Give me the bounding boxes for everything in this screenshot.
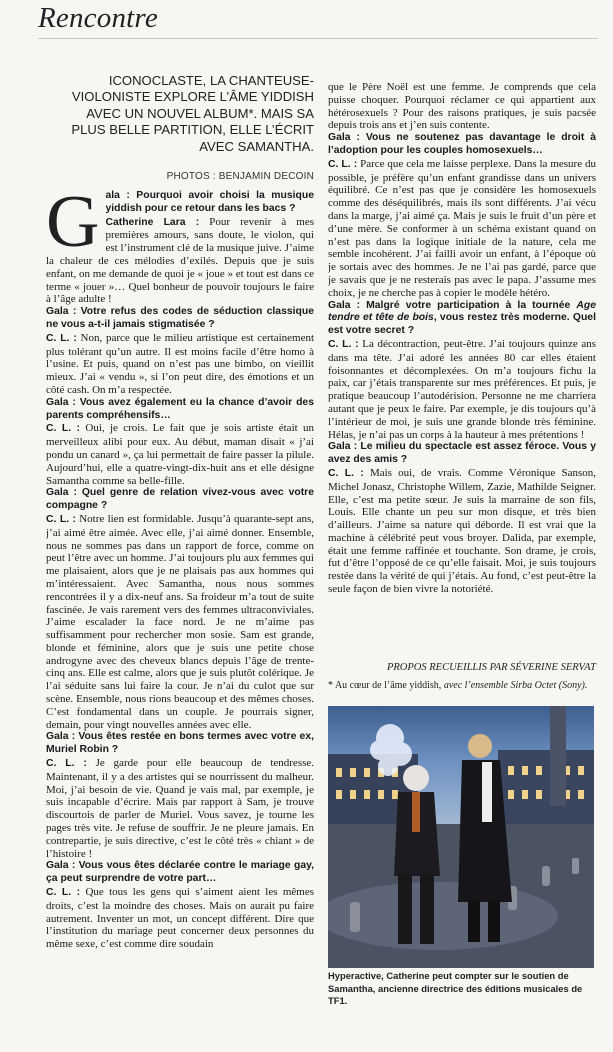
question-text: , vous restez très moderne. Quel est votre secret ? [328,312,596,337]
question-5: Gala : Vous êtes restée en bons termes avec votre ex, Muriel Robin ? [46,731,314,756]
speaker-label: C. L. : [46,887,81,899]
answer-text: Que tous les gens qui s’aiment aient les mêmes droits, c’est la moindre des choses. Mais on aurait pu faire autrement. Inventer un mot, un concept différent. Dire que l’institution du mariage peut concerner deux personnes du même sexe, c’est comme dire soudain [46,886,314,951]
question-8 [328,300,596,338]
answer-text: Oui, je crois. Le fait que je sois artiste était un merveilleux alibi pour eux. Au début, maman disait « j’ai pondu un canard », ça lui permettait de faire passer la pilule. Aujourd’hui, elle a quatre-vingt-dix-huit ans et elle désigne Samantha comme sa belle-fille. [46,422,314,487]
article-deck: ICONOCLASTE, LA CHANTEUSE-VIOLONISTE EXPLORE L’ÂME YIDDISH AVEC UN NOUVEL ALBUM*. MAIS SA PLUS BELLE PARTITION, ELLE L’ÉCRIT AVEC SAMANTHA. [71,73,314,154]
rubric-title: Rencontre [38,2,158,34]
photo-credit: PHOTOS : BENJAMIN DECOIN [166,171,314,182]
question-6: Gala : Vous vous êtes déclarée contre le mariage gay, ça peut surprendre de votre part… [46,860,314,885]
question-7: Gala : Vous ne soutenez pas davantage le droit à l’adoption pour les couples homosexuels… [328,132,596,156]
speaker-label: C. L. : [46,513,76,525]
answer-8 [328,338,596,441]
answer-6-continued: que le Père Noël est une femme. Je comprends que cela puisse choquer. Pourquoi réclamer ce qui appartient aux hétérosexuels ? Pour des raisons pratiques, je suis pacsée depuis trois ans et j’en suis contente. [328,81,596,132]
question-9: Gala : Le milieu du spectacle est assez féroce. Vous y avez des amis ? [328,441,596,466]
answer-text: Notre lien est formidable. Jusqu’à quarante-sept ans, j’ai aimé être aimée. Avec elle, j’ai aimé donner. Ensemble, nous ne sommes pas dans un rapport de force, comme on peut l’être avec un homme. J’ai toujours plu aux femmes qui me plaisaient, alors que je ne plaisais pas aux hommes qui m’intéressaient. Avec Samantha, nous nous sommes rencontrées il y a dix-neuf ans. Sa froideur m’a tout de suite fascinée. Je vais rarement vers des femmes ultraconviviales. J’aime escalader la face nord. Je ne m’aime pas suffisamment pour rechercher mon sosie. Sam est grande, blonde et féminine, alors que je suis une petite chose androgyne avec des cheveux blancs depuis l’âge de trente-cinq ans. Elle est calme, alors que je suis plutôt colérique. Je l’ai séduite sans lui faire la cour. Je n’ai du culot que sur scène. Ensemble, nous rions beaucoup et des mêmes choses. C’est fondamental dans un couple. Je pourrais signer, demain, pour vingt nouvelles années avec elle. [46,512,314,731]
answer-5 [46,757,314,860]
answer-7 [328,158,596,300]
question-2: Gala : Votre refus des codes de séduction classique ne vous a-t-il jamais stigmatisée ? [46,306,314,330]
speaker-label: Catherine Lara : [105,216,200,228]
album-footnote [328,680,596,691]
answer-text: La décontraction, peut-être. J’ai toujours quinze ans dans ma tête. J’ai adoré les années 80 car elles étaient foisonnantes et décomplexées. On m’a toujours fichu la paix, car j’étais transparente sur mes préférences. Et puis, je pratique beaucoup l’autodérision. Personne ne me charriera autant que je peux le faire. Par exemple, je dis toujours qu’à l’intérieur de moi, je suis une grande blonde très féminine. Hélas, je n’ai pas un corps à la hauteur à mes prétentions ! [328,337,596,441]
question-4: Gala : Quel genre de relation vivez-vous avec votre compagne ? [46,487,314,512]
photo-caption: Hyperactive, Catherine peut compter sur le soutien de Samantha, ancienne directrice des éditions musicales de TF1. [328,970,583,1007]
answer-4 [46,513,314,732]
answer-6 [46,886,314,951]
question-1: ala : Pourquoi avoir choisi la musique yiddish pour ce retour dans les bacs ? [105,190,314,214]
answer-text: Je garde pour elle beaucoup de tendresse. Maintenant, il y a des artistes qui se nourrissent du malheur. Moi, j’ai besoin de vie. Quand je vais mal, par exemple, je suis incapable d’écrire. Mais par rapport à Sam, je trouve discourtois de parler de Muriel. Vous savez, je tourne les pages très vite. Je refuse de souffrir. Je ne pleure jamais. En contrepartie, je suis directive, c’est le côté très « chiant » de l’histoire ! [46,757,314,860]
speaker-label: C. L. : [46,332,77,344]
photo-illustration [328,706,594,968]
rubric-divider [38,38,598,39]
speaker-label: C. L. : [46,423,81,435]
answer-text: Mais oui, de vrais. Comme Véronique Sanson, Michel Jonasz, Christophe Willem, Zazie, Mathilde Seigner. Elle, c’est ma petite sœur. Je suis la marraine de son fils, Louis. Elle chante un peu sur mon disque, et très bien d’ailleurs. J’aime sa nature qui déborde. Il est vrai que la machine à célébrité peut vous broyer. Dalida, par exemple, était une femme raffinée et touchante. Son drame, je crois, fut d’être l’opposé de ce qu’elle faisait. Moi, je suis toujours restée dans la vérité de qui j’étais. Au fond, c’est peut-être la seule façon de bien vivre la notoriété. [328,466,596,596]
answer-text: Parce que cela me laisse perplexe. Dans la mesure du possible, je préfère qu’un enfant grandisse dans un univers équilibré. Ce n’est pas que je considère les homosexuels comme des déséquilibrés, mais ils sont différents. J’ai vécu dans la marge, j’ai aimé ça. Mais je suis le fruit d’un père et d’une mère. Se conformer à un schéma existant quand on n’est pas dans la logique initiale de la nature, cela me semble incohérent. J’ai failli avoir un enfant, à l’époque où je sortais avec des hommes. Je ne l’ai pas gardé, parce que je savais que je ne resterais pas avec le papa. J’assume mes choix, je ne cherche pas à copier le modèle hétéro. [328,157,596,299]
vendome-column [550,706,566,806]
answer-text: Pour revenir à mes premières amours, sans doute, le violon, qui est l’instrument clé de la musique juive. J’aime la chaleur de ces mélodies d’exilés. Depuis que je suis enfant, on me demande de quoi je « joue » et tout est dans ce terme « jouer »… Quel bonheur de pouvoir toujours le faire à l’âge adulte ! [46,215,314,306]
pavement-glow [328,882,558,950]
speaker-label: C. L. : [328,158,358,170]
answer-2 [46,332,314,397]
article-column-right [328,81,596,673]
footnote-suffix: avec l’ensemble Sirba Octet (Sony). [443,680,588,691]
speaker-label: C. L. : [328,338,359,350]
answer-3 [46,422,314,487]
question-3: Gala : Vous avez également eu la chance d’avoir des parents compréhensifs… [46,396,314,421]
interview-signature: PROPOS RECUEILLIS PAR SÉVERINE SERVAT [386,662,596,673]
photo-place-vendome [328,706,594,968]
speaker-label: C. L. : [46,758,87,770]
footnote-prefix: * Au cœur de l’âme yiddish, [328,680,442,691]
article-column-left [46,190,314,1046]
answer-9 [328,467,596,596]
tour-title: Age tendre et tête de bois [328,299,596,324]
drop-cap: G [46,190,100,263]
answer-text: Non, parce que le milieu artistique est certainement plus tolérant qu’un autre. Il est moins facile d’être homo à l’usine. Et puis, quand on n’est pas une bimbo, on vieillit mieux. J’ai « vendu », si l’on peut dire, des émotions et un côté cash. On m’a respectée. [46,331,314,396]
question-text: Gala : Malgré votre participation à la tournée [328,299,571,311]
speaker-label: C. L. : [328,467,364,479]
